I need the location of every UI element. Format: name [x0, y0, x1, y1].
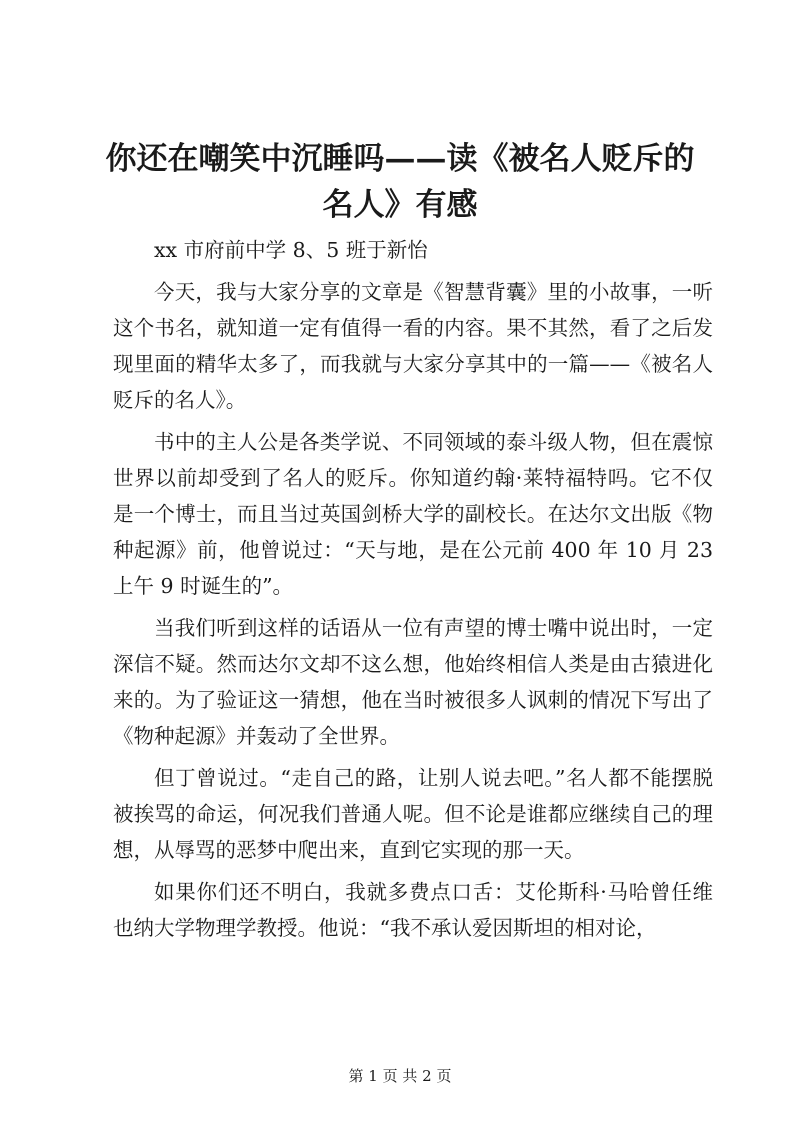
paragraph-2: 书中的主人公是各类学说、不同领域的泰斗级人物，但在震惊世界以前却受到了名人的贬斥。你知道约翰·莱特福特吗。它不仅是一个博士，而且当过英国剑桥大学的副校长。在达尔文出版《物种起源》前，他曾说过：“天与地，是在公元前 400 年 10 月 23 上午 9 时诞生的”。	[113, 430, 713, 598]
author-line: xx 市府前中学 8、5 班于新怡	[154, 238, 428, 262]
paragraph-1: 今天，我与大家分享的文章是《智慧背囊》里的小故事，一听这个书名，就知道一定有值得一看的内容。果不其然，看了之后发现里面的精华太多了，而我就与大家分享其中的一篇——《被名人贬斥的名人》。	[113, 280, 713, 412]
paragraph-3: 当我们听到这样的话语从一位有声望的博士嘴中说出时，一定深信不疑。然而达尔文却不这么想，他始终相信人类是由古猿进化来的。为了验证这一猜想，他在当时被很多人讽刺的情况下写出了《物种起源》并轰动了全世界。	[113, 616, 713, 748]
paragraph-5: 如果你们还不明白，我就多费点口舌：艾伦斯科·马哈曾任维也纳大学物理学教授。他说：“我不承认爱因斯坦的相对论，	[113, 880, 713, 940]
document-body	[113, 232, 713, 952]
page-footer: 第 1 页 共 2 页	[348, 1067, 452, 1085]
document-title: 你还在嘲笑中沉睡吗——读《被名人贬斥的名人》有感	[105, 141, 695, 223]
paragraph-4: 但丁曾说过。“走自己的路，让别人说去吧。”名人都不能摆脱被挨骂的命运，何况我们普通人呢。但不论是谁都应继续自己的理想，从辱骂的恶梦中爬出来，直到它实现的那一天。	[113, 766, 713, 862]
